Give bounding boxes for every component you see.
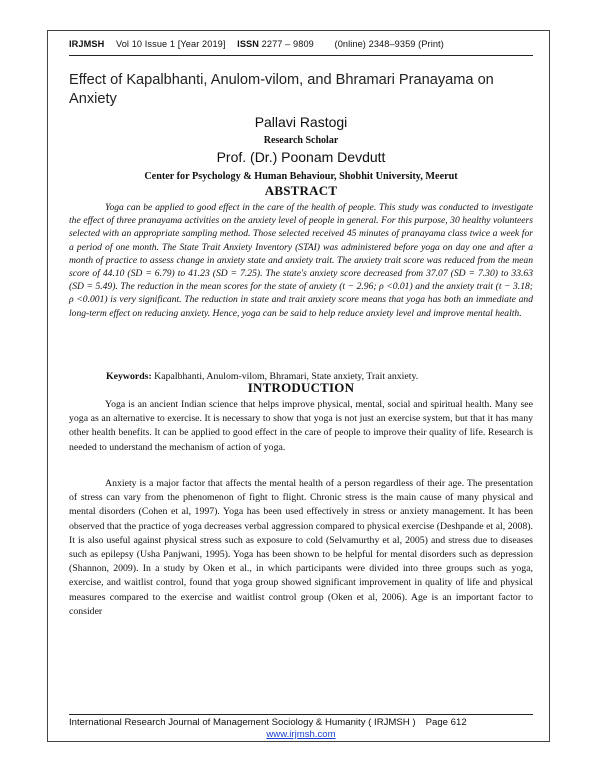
author-name-2: Prof. (Dr.) Poonam Devdutt xyxy=(216,149,386,165)
issn-label: ISSN xyxy=(237,39,260,49)
volume-info: Vol 10 Issue 1 [Year 2019] xyxy=(115,39,226,49)
author-affiliation-2: Center for Psychology & Human Behaviour, Shobhit University, Meerut xyxy=(144,171,458,182)
paper-title: Effect of Kapalbhanti, Anulom-vilom, and Bhramari Pranayama on Anxiety xyxy=(69,72,494,107)
author-role-1: Research Scholar xyxy=(263,135,339,146)
journal-header xyxy=(69,39,539,49)
footer-journal-name: International Research Journal of Management Sociology & Humanity ( IRJMSH ) xyxy=(69,717,416,728)
abstract-body: Yoga can be applied to good effect in the care of the health of people. This study was conducted to investigate the effect of three pranayama activities on the anxiety level of people in general. For this purpose, 30 healthy volunteers selected with an appropriate sampling method. Those selected received 45 minutes of pranayama class twice a week for a period of one month. The State Trait Anxiety Inventory (STAI) was administered before yoga on day one and after a month of practice to assess change in anxiety state and anxiety trait. The anxiety trait score was reduced from the mean score of 44.10 (SD = 6.79) to 41.23 (SD = 7.25). The state's anxiety score decreased from 37.07 (SD = 7.30) to 33.63 (SD = 5.49). The reduction in the mean scores for the state of anxiety (t − 2.96; ρ <0.01) and the anxiety trait (t − 3.18; ρ <0.001) is very significant. The reduction in state and trait anxiety score means that yoga has both an immediate and long-term effect on reducing anxiety. Hence, yoga can be said to help reduce anxiety level and improve mental health. xyxy=(69,202,533,319)
journal-abbrev: IRJMSH xyxy=(69,39,105,49)
keywords-label: Keywords: xyxy=(106,371,152,382)
online-issn: (0nline) 2348–9359 (Print) xyxy=(334,39,444,49)
introduction-heading: INTRODUCTION xyxy=(247,380,355,395)
introduction-paragraph-2: Anxiety is a major factor that affects the mental health of a person regardless of their age. The presentation of stress can vary from the phenomenon of fight to flight. Chronic stress is the main cause of many physical and mental disorders (Cohen et al, 1997). Yoga has been used effectively in stress or anxiety management. It has been observed that the practice of yoga decreases verbal aggression compared to physical exercise (Deshpande et al, 2008). It is also useful against physical stress such as exposure to cold (Selvamurthy et al, 2005) and stress due to diseases such as epilepsy (Usha Panjwani, 1995). Yoga has been shown to be helpful for mental disorders such as depression (Shannon, 2009). In a study by Oken et al., in which participants were divided into three groups such as yoga, exercise, and waitlist control, found that yoga group showed significant improvement in quality of life and physical measures compared to the exercise and waitlist control group (Oken et al, 2006). Age is an important factor to consider xyxy=(69,478,533,617)
keywords-list: Kapalbhanti, Anulom-vilom, Bhramari, State anxiety, Trait anxiety. xyxy=(151,371,419,382)
page-footer xyxy=(69,717,533,728)
introduction-paragraph-1: Yoga is an ancient Indian science that helps improve physical, mental, social and spiritual health. Many see yoga as an alternative to exercise. It is necessary to show that yoga is not just an exercise system, but that it has many other health benefits. It can be applied to good effect in the care of people to improve their quality of life. Research is needed to understand the mechanism of action of yoga. xyxy=(69,399,533,453)
abstract-heading: ABSTRACT xyxy=(264,183,338,198)
page-number: Page 612 xyxy=(425,717,467,728)
header-divider xyxy=(69,55,533,56)
journal-website-link[interactable]: www.irjmsh.com xyxy=(266,729,336,740)
author-name-1: Pallavi Rastogi xyxy=(254,114,348,130)
footer-divider xyxy=(69,714,533,715)
issn-number: 2277 – 9809 xyxy=(261,39,314,49)
abstract-text xyxy=(69,201,533,320)
